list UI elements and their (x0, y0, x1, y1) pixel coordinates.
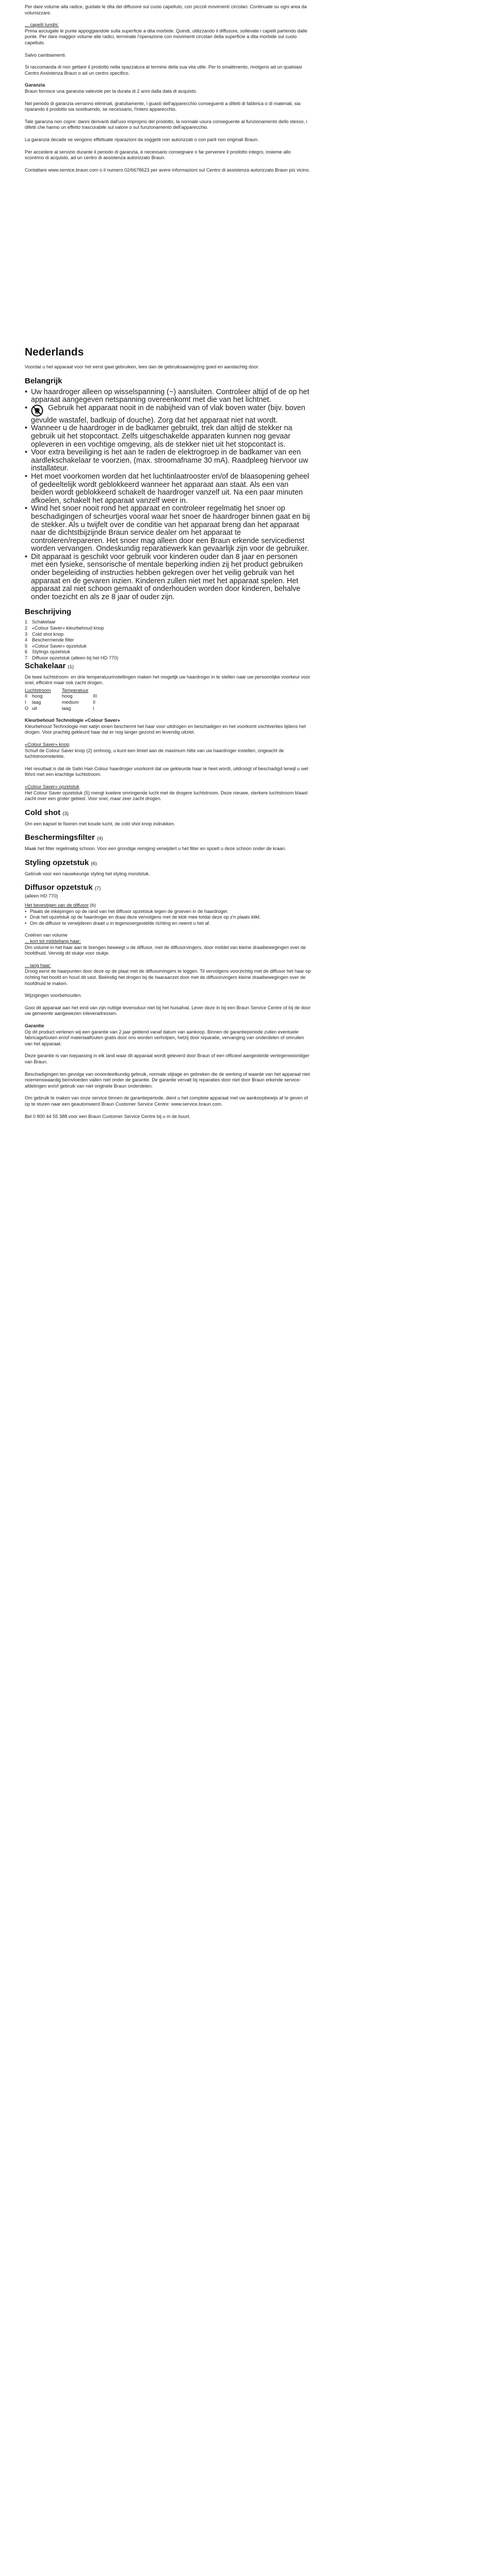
list-item: 6 Stylings opzetstuk (25, 649, 71, 655)
colour-knob-text: Schuif de Colour Saver knop (2) omhoog, u kunt een limiet aan de maximum hitte van uw haardroger instellen, ongeacht de luchtstroomsterkte. (25, 748, 284, 759)
italian-warranty-3: Tale garanzia non copre: danni derivanti dall'uso improprio del prodotto, la normale usura conseguente al funzionamento dello stesso, i difetti che hanno un effetto trascurabile sul valore o sul funzionamento dell'apparecchio. (25, 118, 307, 130)
table-row: I laag medium II (25, 699, 96, 705)
short-hair-text: Om volume in het haar aan te brengen beweegt u de diffusor, met de diffusorvingers, door middel van kleine draaibewegingen over de hoofdhuid. Vervolg dit stukje voor stukje. (25, 944, 306, 956)
list-item: 5 «Colour Saver» opzetstuk (25, 643, 87, 649)
dutch-section (25, 346, 311, 1126)
colour-knob-text-2: Het resultaat is dat de Satin Hair Colour haardroger voorkomt dat uw gekleurde haar te heet wordt, uitdroogt of beschadigd terwijl u wel föhnt met een krachtige luchtstroom. (25, 766, 308, 777)
dutch-disposal: Gooi dit apparaat aan het eind van zijn nuttige levensduur niet bij het huisafval. Lever deze in bij een Braun Service Centre of bij de door uw gemeente aangewezen inleveradressen. (25, 1005, 311, 1016)
guarantee-3: Beschadigingen ten gevolge van onoordeelkundig gebruik, normale slijtage en gebreken die de werking of waarde van het apparaat niet noemenswaardig beïnvloeden vallen niet onder de garantie. De garantie vervalt bij reparaties door niet door Braun erkende service-afdelingen en/of gebruik van niet originele Braun onderdelen. (25, 1071, 310, 1089)
parts-list (25, 619, 311, 661)
list-item: 1 Schakelaar (25, 619, 56, 625)
italian-intro: Per dare volume alla radice, guidate le dita del diffusore sul cuoio capelluto, con piccoli movimenti circolari. Continuate su ogni area da volumizzare. (25, 4, 307, 15)
table-row: II hoog hoog III (25, 693, 97, 699)
attach-heading: Het bevestigen van de diffusor (b) (25, 903, 96, 908)
important-item: • Voor extra beveiliging is het aan te raden de elektrogroep in de badkamer van een aardlekschakelaar te voorzien, (max. stroomafname 30 mA). Raadpleeg hiervoor uw installateur. (25, 448, 308, 473)
cold-shot-text: Om een kapsel te fixeren met koude lucht, de cold shot knop indrukken. (25, 821, 175, 826)
italian-warranty-5: Per accedere al servizio durante il periodo di garanzia, è necessario consegnare o far pervenire il prodotto integro, insieme allo scontrino di acquisto, ad un centro di assistenza autorizzato Braun. (25, 149, 291, 161)
diffusor-subtitle: (alleen HD 770) (25, 893, 58, 899)
important-item: • Wind het snoer nooit rond het apparaat en controleer regelmatig het snoer op beschadigingen of scheurtjes vooral waar het snoer de haardroger binnen gaat en bij de stekker. Als u twijfelt over de conditie van het apparaat breng dan het apparaat naar de dichtstbijzijnde Braun service dealer om het apparaat te controleren/repareren. Het snoer mag alleen door een Braun erkende servicedienst worden vervangen. Ondeskundig reparatiewerk kan gevaarlijk zijn voor de gebruiker. (25, 504, 310, 553)
important-title: Belangrijk (25, 376, 62, 385)
italian-long-hair-text: Prima asciugate le punte appoggiandole sulla superficie a dita morbide. Quindi, utilizzando il diffusore, sollevate i capelli partendo dalle punte. Per dare maggior volume alle radici, terminate l'operazione con movimenti circolari della superficie a dita morbide sul cuoio capelluto. (25, 28, 307, 45)
speed-table-header-temperature: Temperatuur (62, 687, 89, 693)
colour-attachment-text: Het Colour Saver opzetstuk (5) mengt koelere omringende lucht met de drogere luchtstroom. Deze nieuwe, sterkere luchtstroom blaast zacht over een groter gebied. Voor snel, maar zeer zacht drogen. (25, 790, 308, 802)
no-water-warning-icon (31, 404, 45, 417)
dutch-changes: Wijzigingen voorbehouden. (25, 993, 82, 998)
colour-saver-text: Kleurbehoud Technologie met satijn ionen beschermt het haar voor uitdrogen en beschadigen en het voorkomt vochtverlies tijdens het drogen. Voor prachtig gekleurd haar dat er nog langer gezond en levendig uitziet. (25, 723, 306, 735)
italian-long-hair-heading: ... capelli lunghi: (25, 22, 59, 28)
list-item: • Plaats de inkepingen op de rand van het diffusor opzetstuk tegen de groeven in de haardroger. (25, 908, 228, 914)
attach-list (25, 909, 311, 927)
list-item: 2 «Colour Saver» kleurbehoud knop (25, 625, 104, 631)
list-item: • Druk het opzetstuk op de haardroger en draai deze vervolgens met de klok mee totdat deze op z'n plaats klikt. (25, 914, 261, 920)
italian-changes: Salvo cambiamenti. (25, 52, 67, 58)
list-item: 3 Cold shot knop (25, 631, 64, 637)
table-row: O uit laag I (25, 705, 94, 711)
important-item: • Gebruik het apparaat nooit in de nabijheid van of vlak boven water (bijv. boven gevulde wastafel, badkuip of douche). Zorg dat het apparaat niet nat wordt. (25, 403, 305, 425)
important-item: • Uw haardroger alleen op wisselspanning (~) aansluiten. Controleer altijd of de op het apparaat aangegeven netspanning overeenkomt met die van het lichtnet. (25, 387, 309, 404)
list-item: • Om de diffusor te verwijderen draait u in tegenovergestelde richting en neemt u het af. (25, 920, 210, 926)
switch-text: De twee luchtstroom- en drie temperatuurinstellingen maken het mogelijk uw haardroger in te stellen naar uw persoonlijke voorkeur voor snel, efficiënt maar ook zacht drogen. (25, 674, 310, 686)
italian-warranty-1: Braun fornisce una garanzia valevole per la durata di 2 anni dalla data di acquisto. (25, 88, 198, 94)
long-hair-heading: ... lang haar: (25, 962, 52, 968)
italian-warranty-2: Nel periodo di garanzia verranno eliminati, gratuitamente, i guasti dell'apparecchio conseguenti a difetti di fabbrica o di materiali, sia riparando il prodotto sia sostituendo, se necessario, l'intero apparecchio. (25, 100, 301, 112)
important-list (25, 388, 311, 602)
short-hair-heading: ... kort tot middellang haar: (25, 939, 81, 944)
italian-warranty-title: Garanzia (25, 82, 45, 88)
list-item: 7 Diffusor opzetstuk (alleen bij het HD 770) (25, 655, 119, 660)
italian-warranty-4: La garanzia decade se vengono effettuate riparazioni da soggetti non autorizzati o con parti non originali Braun. (25, 137, 259, 142)
guarantee-5: Bel 0 800 44 55 388 voor een Braun Customer Service Centre bij u in de buurt. (25, 1113, 191, 1119)
diffusor-title: Diffusor opzetstuk (7) (25, 883, 101, 892)
guarantee-1: Op dit product verlenen wij een garantie van 2 jaar geldend vanaf datum van aankoop. Binnen de garantieperiode zullen eventuele fabricagefouten en/of materiaalfouten gratis door ons worden verholpen, hetzij door reparatie, vervanging van onderdelen of omruilen van het apparaat. (25, 1029, 304, 1046)
filter-text: Maak het filter regelmatig schoon. Voor een grondige reiniging verwijdert u het filter en spoelt u deze schoon onder de kraan. (25, 846, 286, 852)
dutch-title: Nederlands (25, 346, 84, 358)
list-item: 4 Beschermende filter (25, 637, 74, 643)
cold-shot-title: Cold shot (3) (25, 808, 69, 817)
guarantee-2: Deze garantie is van toepassing in elk land waar dit apparaat wordt geleverd door Braun of een officieel aangestelde vertegenwoordiger van Braun. (25, 1053, 309, 1064)
speed-table-header-airflow: Luchtstroom (25, 687, 51, 693)
colour-attachment-heading: «Colour Saver» opzetstuk (25, 784, 79, 789)
dutch-intro: Voordat u het apparaat voor het eerst gaat gebruiken, lees dan de gebruiksaanwijzing goed en aandachtig door. (25, 364, 259, 369)
important-item: • Het moet voorkomen worden dat het luchtinlaatrooster en/of de blaasopening geheel of gedeeltelijk wordt geblokkeerd wanneer het apparaat aan staat. Als een van beiden wordt geblokkeerd schakelt de haardroger vanzelf uit. Na een paar minuten afkoelen, schakelt het apparaat vanzelf weer in. (25, 472, 309, 505)
important-item: • Dit apparaat is geschikt voor gebruik voor kinderen ouder dan 8 jaar en personen met een fysieke, sensorische of mentale beperking indien zij het product gebruiken onder begeleiding of instructies hebben gekregen over het veilig gebruik van het apparaat en de gevaren inzien. Kinderen zullen niet met het apparaat spelen. Het apparaat zal niet schoon gemaakt of onderhouden worden door kinderen, behalve onder toezicht en als ze 8 jaar of ouder zijn. (25, 552, 303, 601)
switch-title: Schakelaar (1) (25, 661, 74, 670)
description-title: Beschrijving (25, 607, 72, 617)
volume-heading: Creëren van volume (25, 933, 68, 938)
speed-table (25, 688, 97, 711)
italian-warranty-6: Contattare www.service.braun.com o il numero 02/6678623 per avere informazioni sul Centro di assistenza autorizzato Braun più vicino. (25, 167, 310, 173)
filter-title: Beschermingsfilter (4) (25, 833, 103, 842)
long-hair-text: Droog eerst de haarpunten door deze op de plaat met de diffusorvingers te leggen. Til vervolgens voorzichtig met de diffusor het haar op richting het hoofd en houd dit vast. Beëindig het drogen bij de haaraanzet door met de diffusorvingers kleine draaibewegingen over de hoofdhuid te maken. (25, 969, 311, 986)
styling-title: Styling opzetstuk (6) (25, 858, 97, 867)
italian-section (25, 4, 311, 179)
colour-saver-title: Kleurbehoud Technologie «Colour Saver» (25, 718, 120, 723)
colour-knob-heading: «Colour Saver» knop (25, 741, 70, 747)
important-item: • Wanneer u de haardroger in de badkamer gebruikt, trek dan altijd de stekker na gebruik uit het stopcontact. Zelfs uitgeschakelde apparaten kunnen nog gevaar opleveren in een vochtige omgeving, als de stekker niet uit het stopcontact is. (25, 424, 292, 449)
styling-text: Gebruik voor een nauwkeurige styling het styling mondstuk. (25, 871, 150, 876)
guarantee-4: Om gebruik te maken van onze service binnen de garantieperiode, dient u het complete apparaat met uw aankoopbewijs af te geven of op te sturen naar een geautoriseerd Braun Customer Service Centre: www.service.braun.com. (25, 1095, 308, 1107)
guarantee-title: Garantie (25, 1023, 44, 1028)
italian-disposal: Si raccomanda di non gettare il prodotto nella spazzatura al termine della sua vita utile. Per lo smaltimento, rivolgersi ad un qualsiasi Centro Assistenza Braun o ad un centro specifico. (25, 64, 302, 76)
